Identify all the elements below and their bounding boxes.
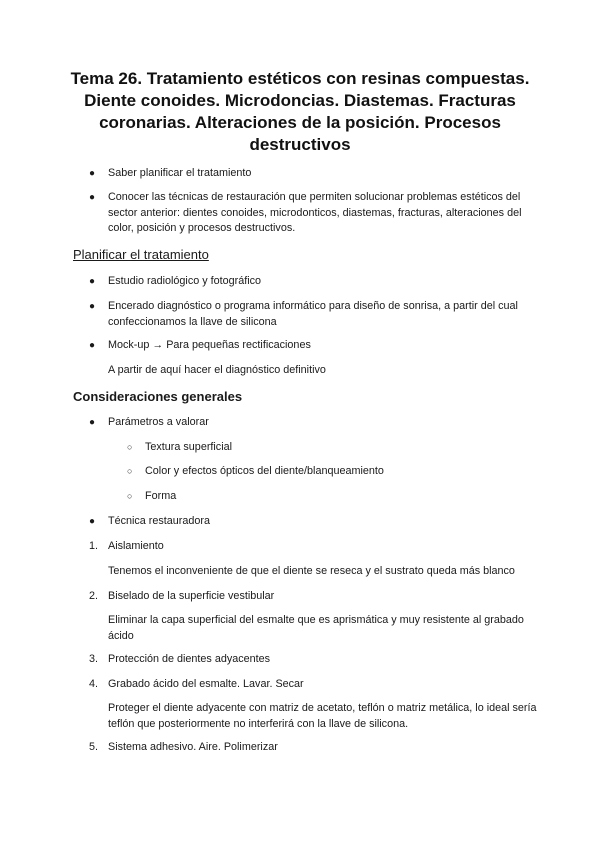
objective-item: Saber planificar el tratamiento	[108, 167, 252, 179]
step-number: 2.	[89, 590, 99, 602]
note-text: A partir de aquí hacer el diagnóstico definitivo	[108, 364, 326, 376]
sub-list-item: Textura superficial	[145, 441, 233, 453]
bullet-icon: ●	[89, 516, 96, 527]
step-number: 1.	[89, 540, 99, 552]
bullet-icon: ●	[89, 340, 96, 351]
step-label: Grabado ácido del esmalte. Lavar. Secar	[108, 678, 304, 690]
step-number: 4.	[89, 678, 99, 690]
step-detail: Tenemos el inconveniente de que el diente se reseca y el sustrato queda más blanco	[108, 565, 515, 577]
step-number: 5.	[89, 741, 99, 753]
bullet-icon: ●	[89, 168, 96, 179]
step-label: Biselado de la superficie vestibular	[108, 590, 275, 602]
sub-list-item: Forma	[145, 490, 177, 502]
bullet-icon: ●	[89, 276, 96, 287]
list-item: Mock-up → Para pequeñas rectificaciones	[108, 339, 311, 351]
sub-bullet-icon: ○	[127, 442, 133, 452]
bullet-icon: ●	[89, 192, 96, 203]
sub-list-item: Color y efectos ópticos del diente/blanqueamiento	[145, 465, 384, 477]
bullet-icon: ●	[89, 417, 96, 428]
section-heading-consideraciones: Consideraciones generales	[73, 389, 243, 404]
sub-bullet-icon: ○	[127, 466, 133, 476]
step-detail: Eliminar la capa superficial del esmalte que es aprismática y muy resistente al grabado ácido	[108, 614, 524, 642]
list-item: Técnica restauradora	[108, 515, 211, 527]
sub-bullet-icon: ○	[127, 491, 133, 501]
page-title: Tema 26. Tratamiento estéticos con resinas compuestas. Diente conoides. Microdoncias. Diastemas. Fracturas coronarias. Alteraciones de la posición. Procesos destructivos	[70, 69, 530, 154]
step-label: Aislamiento	[108, 540, 164, 552]
step-label: Sistema adhesivo. Aire. Polimerizar	[108, 741, 278, 753]
bullet-icon: ●	[89, 301, 96, 312]
objective-item: Conocer las técnicas de restauración que permiten solucionar problemas estéticos del sector anterior: dientes conoides, microdonticos, diastemas, fracturas, alteraciones del color, posición y procesos destructivos.	[108, 191, 522, 234]
step-detail: Proteger el diente adyacente con matriz de acetato, teflón o matriz metálica, lo ideal sería teflón que posteriormente no interferirá con la llave de silicona.	[108, 702, 537, 730]
list-item: Parámetros a valorar	[108, 416, 209, 428]
step-label: Protección de dientes adyacentes	[108, 653, 271, 665]
list-item: Encerado diagnóstico o programa informático para diseño de sonrisa, a partir del cual confeccionamos la llave de silicona	[108, 300, 518, 328]
section-heading-planificar: Planificar el tratamiento	[73, 247, 209, 262]
step-number: 3.	[89, 653, 99, 665]
list-item: Estudio radiológico y fotográfico	[108, 275, 262, 287]
